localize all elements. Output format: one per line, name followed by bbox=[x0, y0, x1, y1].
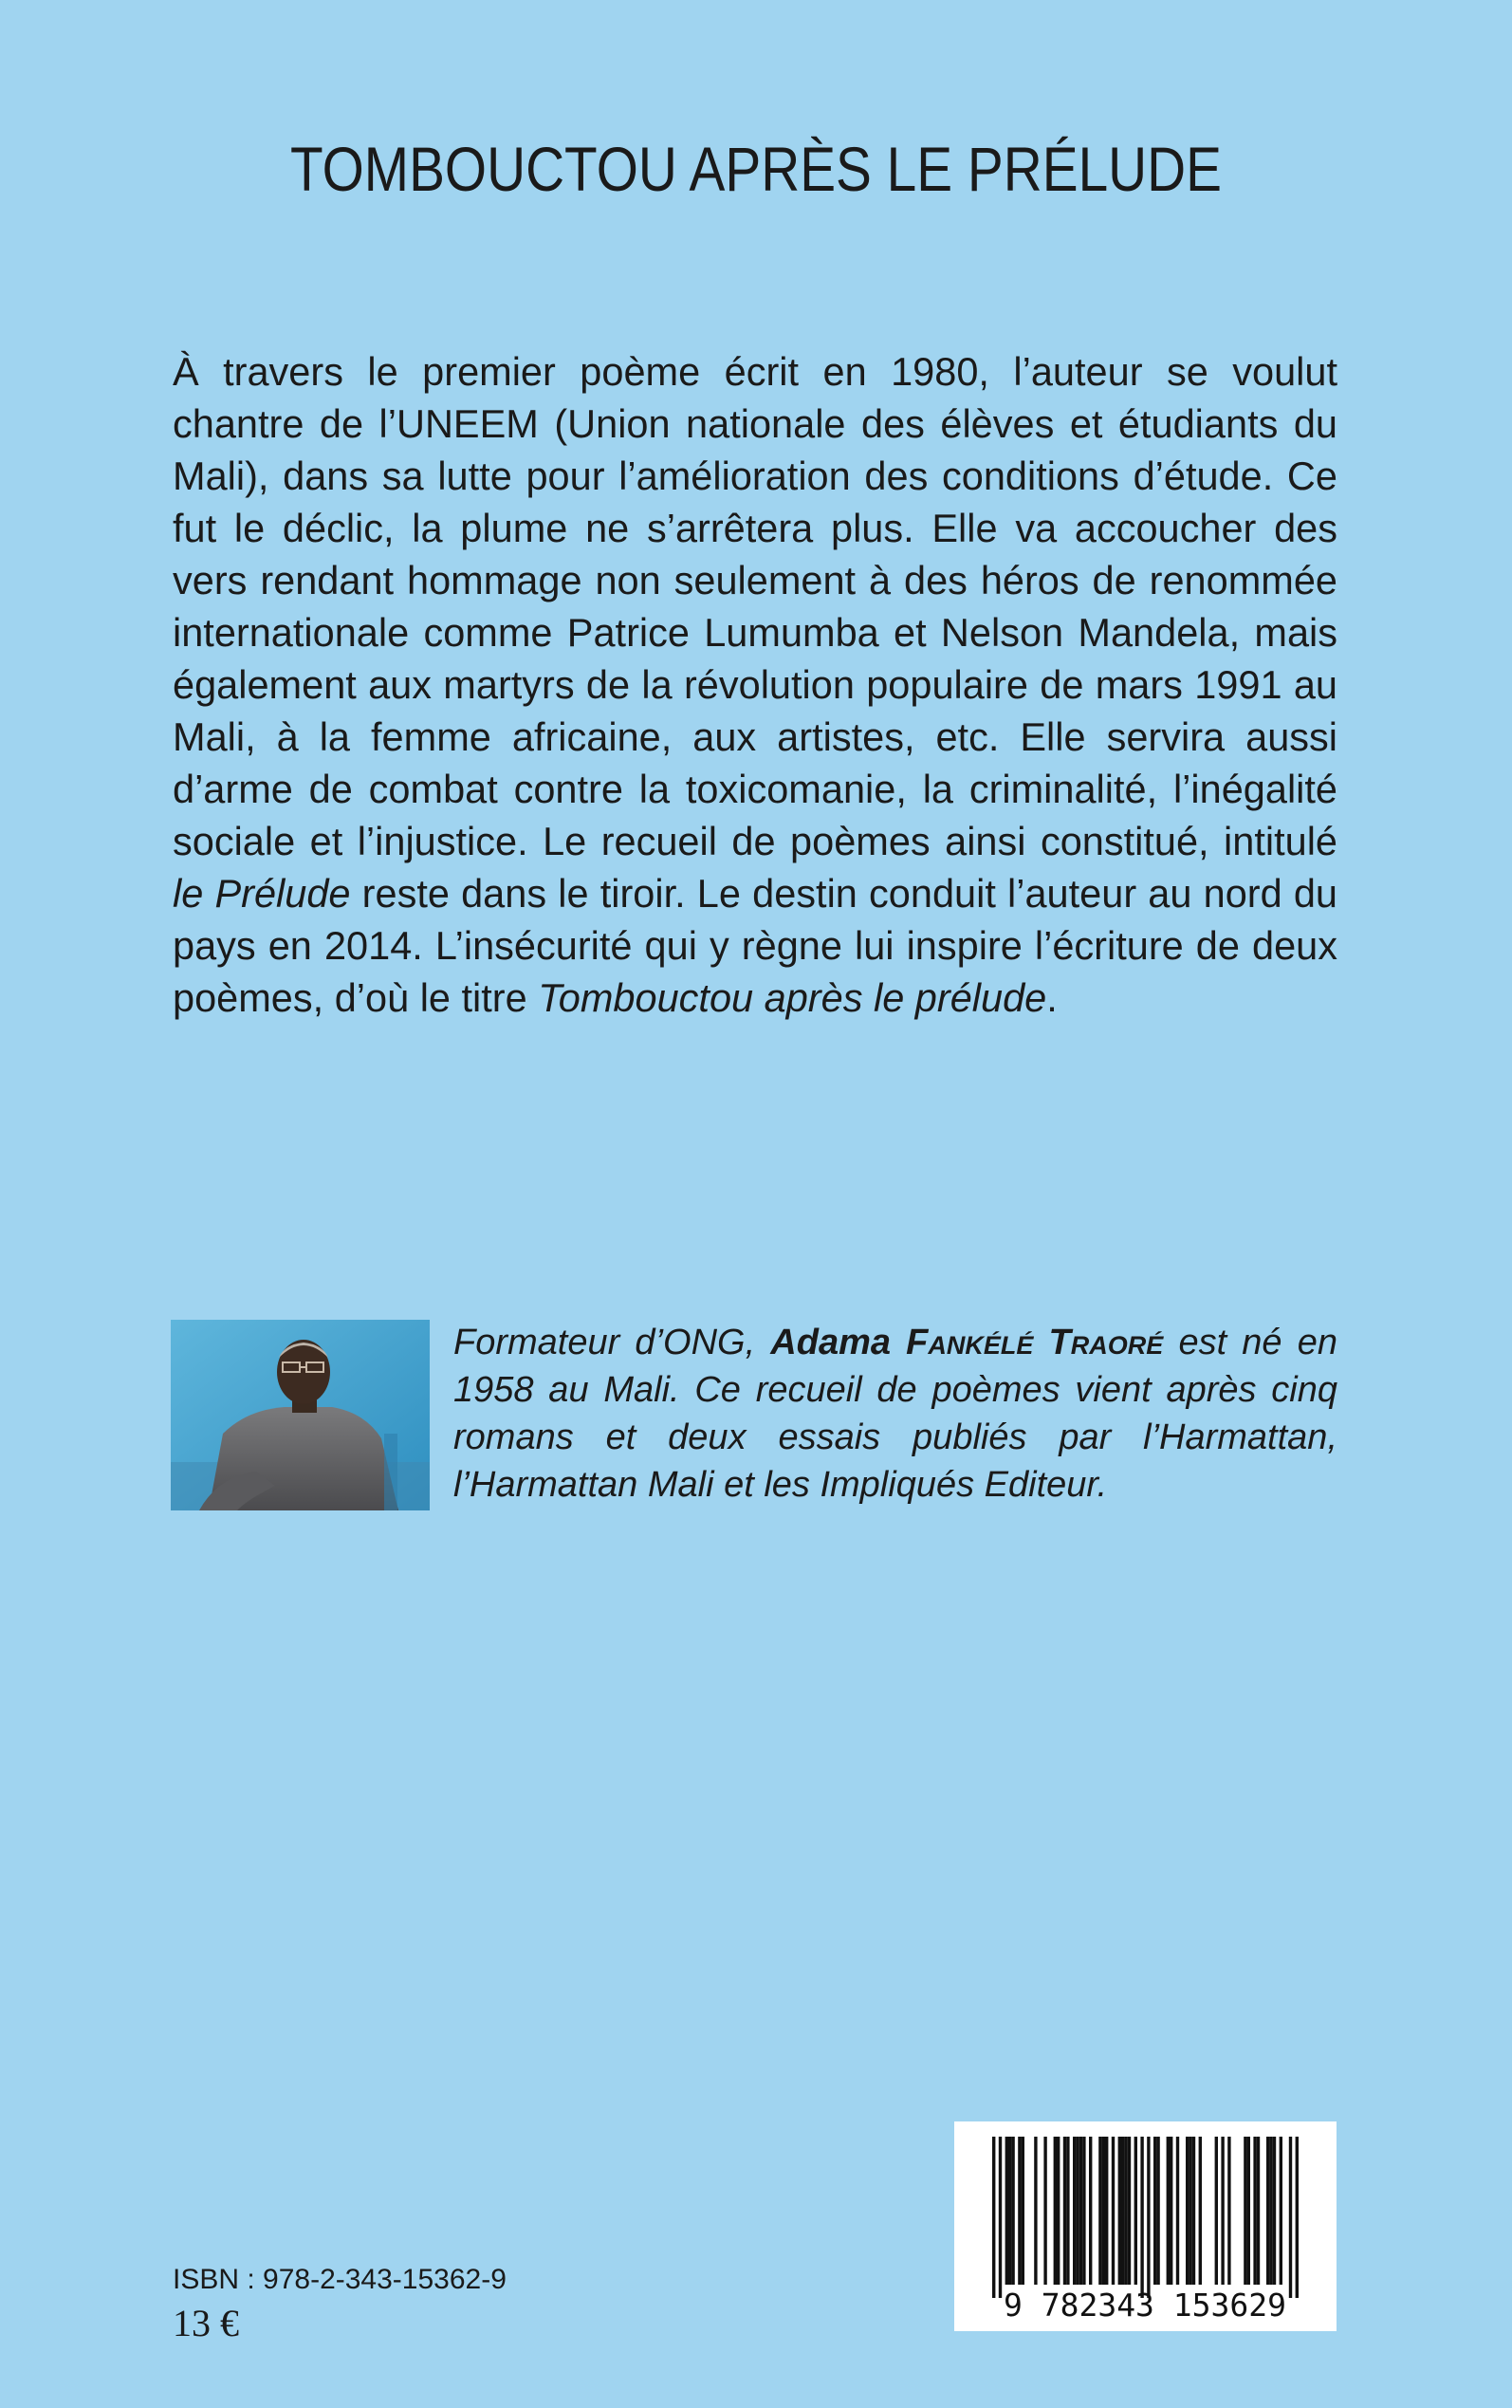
barcode bbox=[954, 2121, 1337, 2331]
barcode-bar bbox=[1034, 2137, 1037, 2285]
barcode-bar bbox=[1289, 2137, 1292, 2298]
barcode-bar bbox=[1176, 2137, 1179, 2285]
barcode-bar bbox=[1112, 2137, 1115, 2285]
barcode-bar bbox=[1167, 2137, 1170, 2285]
barcode-bar bbox=[1247, 2137, 1250, 2285]
barcode-bar bbox=[1066, 2137, 1069, 2285]
barcode-bar bbox=[1140, 2137, 1143, 2298]
barcode-bar bbox=[1043, 2137, 1046, 2285]
barcode-bar bbox=[1244, 2137, 1246, 2285]
barcode-bar bbox=[1063, 2137, 1066, 2285]
barcode-bar bbox=[1102, 2137, 1105, 2285]
blurb-italic-title-2: Tombouctou après le prélude bbox=[538, 975, 1047, 1020]
barcode-bar bbox=[1128, 2137, 1131, 2285]
barcode-bar bbox=[1273, 2137, 1276, 2285]
back-cover-blurb bbox=[173, 345, 1337, 1024]
blurb-text-part3: . bbox=[1046, 975, 1058, 1020]
barcode-bar bbox=[1280, 2137, 1282, 2285]
barcode-bar bbox=[1156, 2137, 1159, 2285]
barcode-bar bbox=[1005, 2137, 1008, 2285]
author-photo bbox=[171, 1320, 430, 1510]
barcode-bar bbox=[1098, 2137, 1101, 2285]
barcode-graphic bbox=[954, 2121, 1337, 2331]
barcode-bar bbox=[999, 2137, 1002, 2298]
barcode-bar bbox=[1153, 2137, 1156, 2285]
barcode-bar bbox=[1227, 2137, 1230, 2285]
barcode-bar bbox=[1121, 2137, 1124, 2285]
barcode-bar bbox=[1105, 2137, 1108, 2285]
barcode-bar bbox=[1253, 2137, 1256, 2285]
barcode-bar bbox=[1082, 2137, 1085, 2285]
author-bio bbox=[453, 1319, 1337, 1509]
barcode-bar bbox=[1008, 2137, 1011, 2285]
barcode-bar bbox=[1257, 2137, 1260, 2285]
barcode-bar bbox=[1076, 2137, 1079, 2285]
blurb-italic-title-1: le Prélude bbox=[173, 871, 351, 916]
barcode-bar bbox=[1186, 2137, 1189, 2285]
blurb-text-part1: À travers le premier poème écrit en 1980, l’auteur se voulut chantre de l’UNEEM (Union nationale des élèves et étudiants du Mali), dans sa lutte pour l’amélioration des conditions d’étude. Ce fut le déclic, la plume ne s’arrêtera plus. Elle va accoucher des vers rendant hommage non seulement à des héros de renommée internationale comme Patrice Lumumba et Nelson Mandela, mais également aux martyrs de la révolution populaire de mars 1991 au Mali, à la femme africaine, aux artistes, etc. Elle servira aussi d’arme de combat contre la toxicomanie, la criminalité, l’inégalité sociale et l’injustice. Le recueil de poèmes ainsi constitué, intitulé bbox=[173, 349, 1337, 863]
barcode-bar bbox=[1266, 2137, 1269, 2285]
author-bio-suffix: est né en 1958 au Mali. Ce recueil de poèmes vient après cinq romans et deux essais publiés par l’Harmattan, l’Harmattan Mali et les Impliqués Editeur. bbox=[453, 1323, 1337, 1505]
barcode-bar bbox=[1221, 2137, 1224, 2285]
barcode-bar bbox=[1079, 2137, 1082, 2285]
barcode-bar bbox=[1118, 2137, 1121, 2285]
barcode-bar bbox=[1296, 2137, 1299, 2298]
barcode-bar bbox=[992, 2137, 995, 2298]
barcode-bar bbox=[1054, 2137, 1057, 2285]
barcode-bar bbox=[1189, 2137, 1191, 2285]
barcode-bar bbox=[1018, 2137, 1021, 2285]
barcode-bar bbox=[1134, 2137, 1137, 2285]
barcode-bar bbox=[1199, 2137, 1202, 2285]
barcode-bar bbox=[1269, 2137, 1272, 2285]
barcode-bar bbox=[1147, 2137, 1150, 2298]
blurb-text-part2: reste dans le tiroir. Le destin conduit l’auteur au nord du pays en 2014. L’insécurité qui y règne lui inspire l’écriture de deux poèmes, d’où le titre bbox=[173, 871, 1338, 1020]
book-title: TOMBOUCTOU APRÈS LE PRÉLUDE bbox=[289, 134, 1222, 204]
price: 13 € bbox=[173, 2302, 239, 2344]
barcode-bar bbox=[1170, 2137, 1172, 2285]
barcode-bar bbox=[1215, 2137, 1218, 2285]
author-name-surname: Fankélé Traoré bbox=[906, 1323, 1164, 1362]
barcode-bar bbox=[1073, 2137, 1076, 2285]
barcode-bar bbox=[1057, 2137, 1060, 2285]
barcode-bar bbox=[1089, 2137, 1092, 2285]
author-bio-prefix: Formateur d’ONG, bbox=[453, 1323, 771, 1362]
isbn: ISBN : 978-2-343-15362-9 bbox=[173, 2264, 507, 2295]
barcode-bar bbox=[1011, 2137, 1014, 2285]
author-name-first: Adama bbox=[770, 1323, 907, 1362]
barcode-bar bbox=[1124, 2137, 1127, 2285]
barcode-bar bbox=[1192, 2137, 1195, 2285]
barcode-number: 9 782343 153629 bbox=[1003, 2287, 1287, 2324]
barcode-bar bbox=[1022, 2137, 1024, 2285]
